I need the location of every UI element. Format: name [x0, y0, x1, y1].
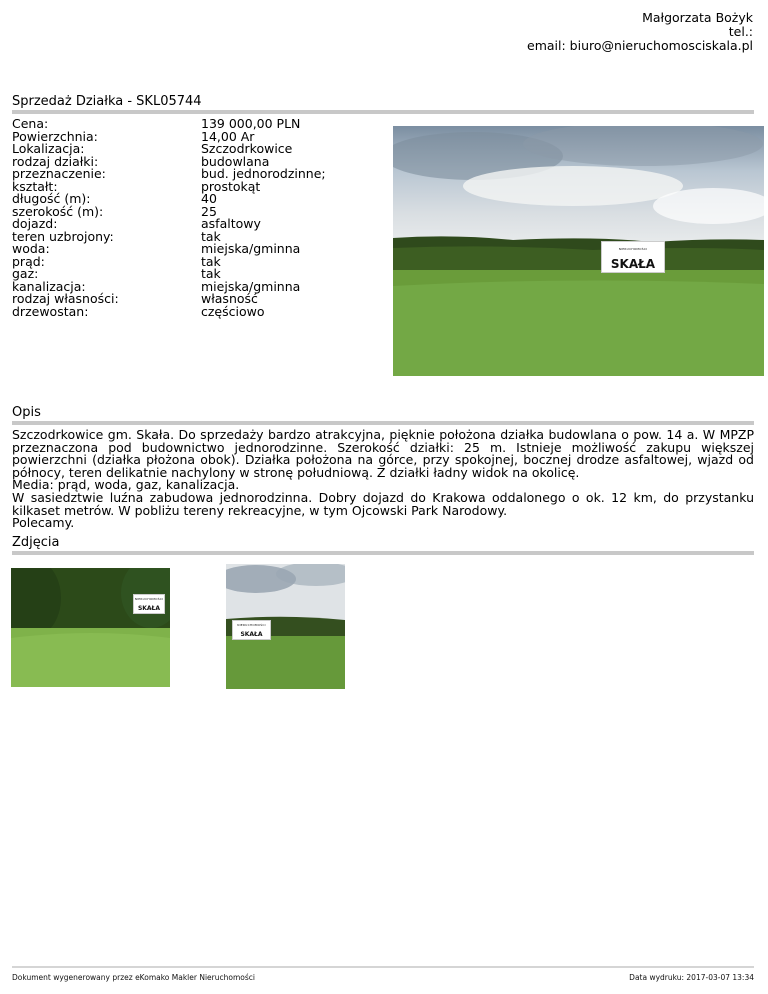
property-label: drzewostan: [12, 303, 89, 319]
description-body [12, 429, 754, 530]
property-label: kanalizacja: [12, 278, 86, 294]
property-value: 25 [201, 203, 217, 219]
property-row-width [12, 203, 326, 219]
property-label: długość (m): [12, 191, 91, 206]
description-paragraph: Szczodrkowice gm. Skała. Do sprzedaży bardzo atrakcyjna, pięknie położona działka budowlana o pow. 14 a. W MPZP przeznaczona pod budownictwo jednorodzinne. Szerokość działki: 25 m. Istnieje możliwość zakupu większej powierzchni (działka płożona obok). Działka położona na górce, przy spokojnej, bocznej drodze asfaltowej, wjazd od północy, teren delikatnie nachylony w stronę południową. Z działki ładny widok na okolicę. [12, 427, 754, 480]
property-label: szerokość (m): [12, 203, 104, 219]
property-label: przeznaczenie: [12, 166, 106, 181]
property-label: gaz: [12, 266, 39, 281]
landscape-illustration [393, 126, 764, 376]
property-label: rodzaj działki: [12, 153, 99, 169]
property-value: częściowo [201, 303, 265, 319]
property-label: woda: [12, 241, 50, 256]
agency-sign [232, 620, 271, 640]
property-value: 14,00 Ar [201, 128, 255, 144]
property-value: własność [201, 291, 258, 306]
property-label: kształt: [12, 178, 58, 194]
property-label: dojazd: [12, 216, 58, 231]
divider [12, 421, 754, 425]
property-value: 40 [201, 191, 217, 206]
main-photo [393, 126, 764, 376]
property-value: miejska/gminna [201, 241, 301, 256]
property-value: asfaltowy [201, 216, 261, 231]
property-label: prąd: [12, 253, 45, 269]
property-value: budowlana [201, 153, 270, 169]
sign-text: SKAŁA [240, 631, 263, 638]
property-value: 139 000,00 PLN [201, 116, 301, 131]
property-label: rodzaj własności: [12, 291, 119, 306]
property-value: tak [201, 253, 221, 269]
agent-phone: tel.: [728, 24, 753, 39]
description-paragraph: Polecamy. [12, 515, 75, 531]
property-value: miejska/gminna [201, 278, 301, 294]
thumbnail-landscape [11, 568, 170, 687]
agent-email: email: biuro@nieruchomosciskala.pl [527, 38, 753, 53]
property-row-purpose [12, 168, 326, 181]
property-label: teren uzbrojony: [12, 228, 114, 244]
property-value: Szczodrkowice [201, 141, 293, 156]
footer-divider [12, 966, 754, 968]
footer-print-date: Data wydruku: 2017-03-07 13:34 [629, 973, 754, 982]
property-label: Lokalizacja: [12, 141, 85, 156]
property-value: bud. jednorodzinne; [201, 166, 326, 181]
property-label: Cena: [12, 116, 49, 131]
agency-sign [601, 241, 665, 273]
property-value: prostokąt [201, 178, 261, 194]
property-value: tak [201, 266, 221, 281]
agency-sign [133, 594, 165, 614]
contact-block [527, 11, 753, 53]
sign-text: SKAŁA [610, 257, 656, 271]
description-paragraph: W sasiedztwie luźna zabudowa jednorodzinna. Dobry dojazd do Krakowa oddalonego o ok. 12 km, do przystanku kilkaset metrów. W pobliżu tereny rekreacyjne, w tym Ojcowski Park Narodowy. [12, 489, 754, 518]
divider [12, 110, 754, 114]
footer-generator: Dokument wygenerowany przez eKomako Makler Nieruchomości [12, 973, 255, 982]
sign-subtext: NIERUCHOMOŚCI [134, 597, 164, 601]
photo-thumbnail[interactable] [226, 564, 345, 689]
photos-heading: Zdjęcia [12, 535, 60, 550]
listing-title: Sprzedaż Działka - SKL05744 [12, 94, 202, 109]
property-row-trees [12, 303, 326, 319]
property-row-electricity [12, 253, 326, 269]
divider [12, 551, 754, 555]
description-paragraph: Media: prąd, woda, gaz, kanalizacja. [12, 477, 240, 493]
property-row-water [12, 243, 326, 256]
property-label: Powierzchnia: [12, 128, 98, 144]
sign-subtext: NIERUCHOMOŚCI [618, 247, 648, 251]
sign-text: SKAŁA [137, 605, 161, 612]
agent-name: Małgorzata Bożyk [642, 10, 753, 25]
description-heading: Opis [12, 405, 41, 420]
photo-thumbnail[interactable] [11, 568, 170, 687]
property-table [12, 118, 326, 318]
property-value: tak [201, 228, 221, 244]
sign-subtext: NIERUCHOMOŚCI [237, 623, 266, 627]
